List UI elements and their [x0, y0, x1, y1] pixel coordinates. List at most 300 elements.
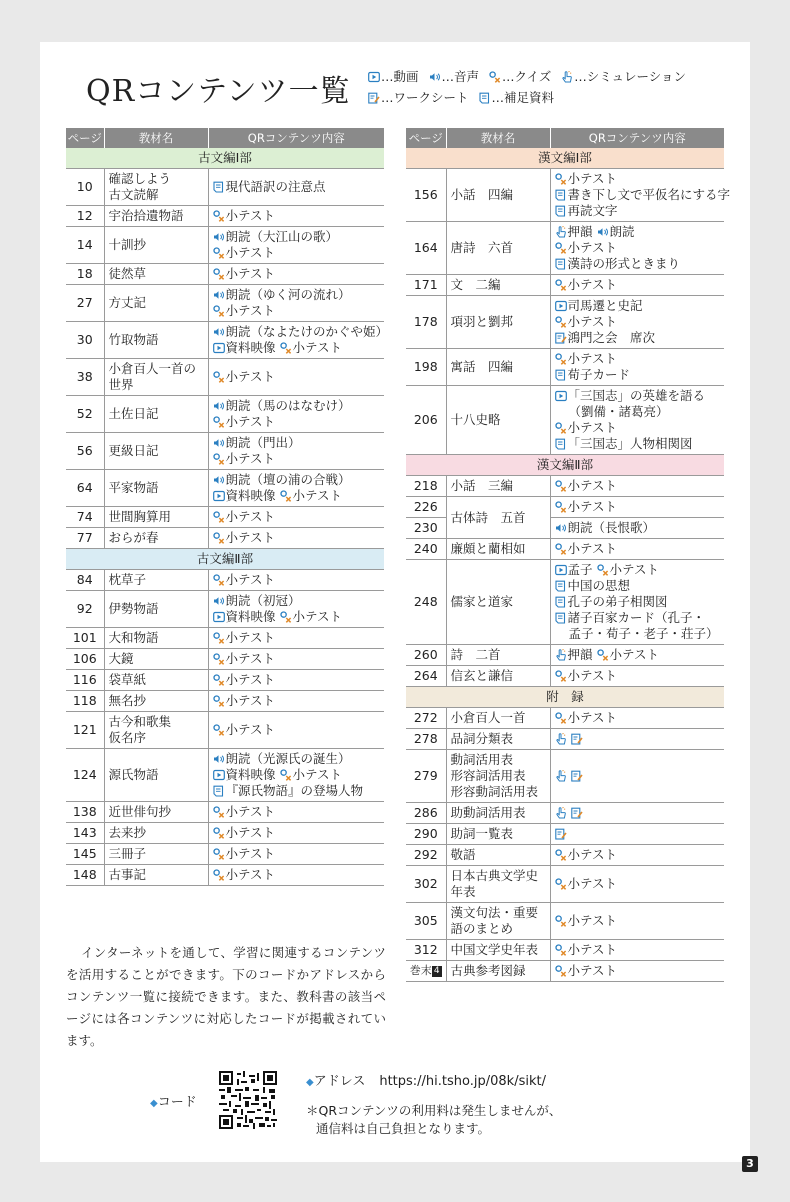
table-row — [66, 802, 384, 823]
page-cell: 92 — [66, 591, 104, 628]
title-cell: 十八史略 — [446, 386, 550, 455]
table-row — [66, 285, 384, 322]
quiz-icon — [597, 649, 609, 660]
table-row — [406, 750, 724, 803]
table-row — [66, 507, 384, 528]
table-row — [66, 591, 384, 628]
title-cell: 枕草子 — [104, 570, 208, 591]
page-cell: 292 — [406, 845, 446, 866]
content-cell — [208, 206, 384, 227]
worksheet-icon — [571, 733, 583, 744]
page-cell: 302 — [406, 866, 446, 903]
content-cell — [208, 285, 384, 322]
simulation-icon — [555, 649, 567, 660]
content-line: 朗読（長恨歌） — [555, 520, 721, 536]
content-line: 諸子百家カード（孔子・ — [555, 610, 721, 626]
content-line: 小テスト — [213, 846, 381, 862]
content-line: 小テスト — [213, 867, 381, 883]
table-row — [66, 396, 384, 433]
table-row — [66, 359, 384, 396]
content-cell — [550, 729, 724, 750]
title-cell: 寓話 四編 — [446, 349, 550, 386]
title-cell: 大鏡 — [104, 649, 208, 670]
qr-code[interactable] — [219, 1071, 277, 1129]
quiz-icon — [280, 611, 292, 622]
content-line: 小テスト — [213, 722, 381, 738]
content-line: 小テスト — [555, 277, 721, 293]
section-header: 附 録 — [406, 687, 724, 708]
title-cell: 袋草紙 — [104, 670, 208, 691]
page-cell: 156 — [406, 169, 446, 222]
content-line: 小テスト — [213, 630, 381, 646]
content-cell — [208, 570, 384, 591]
quiz-icon — [555, 543, 567, 554]
header-name: 教材名 — [104, 128, 208, 148]
quiz-icon — [213, 574, 225, 585]
content-line: 資料映像 小テスト — [213, 767, 381, 783]
content-line: 小テスト — [213, 414, 381, 430]
content-cell — [550, 169, 731, 222]
content-line: （劉備・諸葛亮） — [568, 404, 669, 419]
worksheet-icon — [571, 770, 583, 781]
content-cell — [208, 628, 384, 649]
content-line: 小テスト — [555, 847, 721, 863]
table-row — [66, 712, 384, 749]
title-cell: 動詞活用表 形容詞活用表 形容動詞活用表 — [446, 750, 550, 803]
content-line: 小テスト — [555, 240, 721, 256]
content-cell — [550, 666, 724, 687]
legend-item-quiz: …クイズ — [489, 69, 551, 84]
content-cell — [550, 750, 724, 803]
page-cell: 164 — [406, 222, 446, 275]
quiz-icon — [555, 501, 567, 512]
content-line: 小テスト — [213, 672, 381, 688]
table-row — [66, 322, 384, 359]
intro-note: インターネットを通して、学習に関連するコンテンツを活用することができます。下のコードかアドレスからコンテンツ一覧に接続できます。また、教科書の該当ページには各コンテンツに対応したコードが掲載されています。 — [66, 945, 386, 1048]
header-page: ページ — [406, 128, 446, 148]
content-line: 資料映像 小テスト — [213, 609, 381, 625]
content-line: 孟子 小テスト — [555, 562, 721, 578]
video-icon — [368, 71, 380, 82]
title-cell: 敬語 — [446, 845, 550, 866]
table-row — [406, 903, 724, 940]
document-icon — [555, 189, 567, 200]
content-cell — [208, 670, 384, 691]
video-icon — [555, 390, 567, 401]
content-line: 小テスト — [555, 171, 721, 187]
quiz-icon — [555, 279, 567, 290]
video-icon — [213, 490, 225, 501]
page-cell: 240 — [406, 539, 446, 560]
table-row — [66, 433, 384, 470]
quiz-icon — [555, 480, 567, 491]
worksheet-icon — [571, 807, 583, 818]
quiz-icon — [555, 965, 567, 976]
content-line: 小テスト — [213, 693, 381, 709]
quiz-icon — [555, 242, 567, 253]
title-cell: 小話 四編 — [446, 169, 550, 222]
content-line: 小テスト — [555, 710, 721, 726]
title-cell: 助詞一覧表 — [446, 824, 550, 845]
title-cell: 確認しよう 古文読解 — [104, 169, 208, 206]
quiz-icon — [555, 173, 567, 184]
table-row — [406, 940, 724, 961]
content-cell — [208, 528, 384, 549]
quiz-icon — [213, 653, 225, 664]
content-cell — [550, 824, 724, 845]
page-cell: 248 — [406, 560, 446, 645]
content-cell — [208, 712, 384, 749]
quiz-icon — [555, 944, 567, 955]
title-cell: おらが春 — [104, 528, 208, 549]
content-cell — [550, 349, 724, 386]
section-header: 古文編Ⅰ部 — [66, 148, 384, 169]
title-cell: 助動詞活用表 — [446, 803, 550, 824]
table-row — [406, 708, 724, 729]
content-cell — [550, 803, 724, 824]
worksheet-icon — [555, 332, 567, 343]
page-cell: 290 — [406, 824, 446, 845]
title-cell: 古体詩 五首 — [446, 497, 550, 539]
content-line: 小テスト — [555, 314, 721, 330]
title-cell: 無名抄 — [104, 691, 208, 712]
title-cell: 平家物語 — [104, 470, 208, 507]
content-cell — [208, 433, 384, 470]
content-line: 孟子・荀子・老子・荘子） — [568, 626, 719, 641]
content-line: 小テスト — [213, 509, 381, 525]
page-cell: 264 — [406, 666, 446, 687]
quiz-icon — [213, 632, 225, 643]
content-cell — [550, 708, 724, 729]
address-line: ◆アドレス https://hi.tsho.jp/08k/sikt/ — [306, 1074, 546, 1089]
quiz-icon — [555, 712, 567, 723]
title-cell: 世間胸算用 — [104, 507, 208, 528]
page-cell: 56 — [66, 433, 104, 470]
page-cell: 171 — [406, 275, 446, 296]
video-icon — [555, 300, 567, 311]
content-cell — [550, 386, 724, 455]
title-cell: 詩 二首 — [446, 645, 550, 666]
table-row — [406, 539, 724, 560]
quiz-icon — [213, 247, 225, 258]
quiz-icon — [213, 268, 225, 279]
content-line: 小テスト — [555, 420, 721, 436]
document-icon — [213, 181, 225, 192]
page-cell: 272 — [406, 708, 446, 729]
quiz-icon — [555, 915, 567, 926]
table-row — [66, 264, 384, 285]
page-cell: 143 — [66, 823, 104, 844]
quiz-icon — [280, 490, 292, 501]
page-cell: 226 — [406, 497, 446, 518]
content-line: 資料映像 小テスト — [213, 488, 381, 504]
content-cell — [208, 507, 384, 528]
quiz-icon — [213, 511, 225, 522]
simulation-icon — [555, 770, 567, 781]
page-cell: 77 — [66, 528, 104, 549]
header-content: QRコンテンツ内容 — [550, 128, 724, 148]
content-line: 中国の思想 — [555, 578, 721, 594]
content-line: 孔子の弟子相関図 — [555, 594, 721, 610]
page-cell: 230 — [406, 518, 446, 539]
table-row — [406, 666, 724, 687]
quiz-icon — [213, 695, 225, 706]
quiz-icon — [555, 878, 567, 889]
video-icon — [213, 611, 225, 622]
quiz-icon — [213, 806, 225, 817]
content-cell — [550, 476, 724, 497]
page-cell: 27 — [66, 285, 104, 322]
content-cell — [550, 940, 724, 961]
content-line: 朗読（大江山の歌） — [213, 229, 381, 245]
header-page: ページ — [66, 128, 104, 148]
quiz-icon — [213, 827, 225, 838]
content-line: 荀子カード — [555, 367, 721, 383]
content-line: 「三国志」の英雄を語る — [555, 388, 721, 404]
page-cell: 74 — [66, 507, 104, 528]
content-line — [555, 731, 721, 747]
content-line: 小テスト — [213, 825, 381, 841]
content-cell — [208, 802, 384, 823]
video-icon — [213, 769, 225, 780]
worksheet-icon — [555, 828, 567, 839]
audio-icon — [213, 595, 225, 606]
quiz-icon — [213, 371, 225, 382]
title-cell: 廉頗と藺相如 — [446, 539, 550, 560]
page-title: QRコンテンツ一覧 — [86, 74, 351, 109]
address-url[interactable]: https://hi.tsho.jp/08k/sikt/ — [379, 1074, 546, 1089]
legend-item-audio: …音声 — [429, 69, 480, 84]
simulation-icon — [561, 71, 573, 82]
content-line: 小テスト — [213, 369, 381, 385]
quiz-icon — [213, 532, 225, 543]
page-cell: 206 — [406, 386, 446, 455]
document-icon — [555, 369, 567, 380]
page-cell: 138 — [66, 802, 104, 823]
table-row — [66, 823, 384, 844]
title-cell: 源氏物語 — [104, 749, 208, 802]
table-row — [406, 497, 724, 518]
table-row — [66, 628, 384, 649]
document-icon — [213, 785, 225, 796]
page-cell: 116 — [66, 670, 104, 691]
content-line: 小テスト — [555, 541, 721, 557]
content-line: 朗読（初冠） — [213, 593, 381, 609]
document-icon — [479, 92, 491, 103]
content-cell — [208, 396, 384, 433]
page-cell: 52 — [66, 396, 104, 433]
table-row — [406, 222, 724, 275]
page-cell: 145 — [66, 844, 104, 865]
table-row — [406, 729, 724, 750]
content-line: 小テスト — [555, 351, 721, 367]
left-content-table — [66, 128, 389, 886]
table-row — [406, 169, 724, 222]
audio-icon — [213, 474, 225, 485]
document-icon — [555, 258, 567, 269]
diamond-icon: ◆ — [306, 1077, 314, 1088]
title-cell: 小話 三編 — [446, 476, 550, 497]
content-cell — [208, 844, 384, 865]
title-cell: 儒家と道家 — [446, 560, 550, 645]
table-row — [66, 169, 384, 206]
content-line: 資料映像 小テスト — [213, 340, 381, 356]
page-cell: 118 — [66, 691, 104, 712]
table-row — [66, 470, 384, 507]
simulation-icon — [555, 733, 567, 744]
page-cell: 巻末 4 — [406, 961, 446, 982]
title-cell: 大和物語 — [104, 628, 208, 649]
table-row — [406, 961, 724, 982]
content-line: 朗読（光源氏の誕生） — [213, 751, 381, 767]
audio-icon — [213, 289, 225, 300]
page-cell: 148 — [66, 865, 104, 886]
right-content-table — [406, 128, 731, 982]
page-cell: 278 — [406, 729, 446, 750]
content-cell — [208, 591, 384, 628]
content-line: 朗読（壇の浦の合戦） — [213, 472, 381, 488]
table-row — [406, 476, 724, 497]
legend-item-sheet: …ワークシート — [368, 90, 469, 105]
content-cell — [208, 865, 384, 886]
content-line — [555, 768, 721, 784]
audio-icon — [555, 522, 567, 533]
title-cell: 伊勢物語 — [104, 591, 208, 628]
quiz-icon — [213, 305, 225, 316]
icon-legend — [368, 66, 696, 108]
content-line: 朗読（馬のはなむけ） — [213, 398, 381, 414]
title-cell: 方丈記 — [104, 285, 208, 322]
document-icon — [555, 580, 567, 591]
content-cell — [208, 169, 384, 206]
table-row — [66, 670, 384, 691]
content-line: 書き下し文で平仮名にする字 — [555, 187, 721, 203]
page-cell: 279 — [406, 750, 446, 803]
quiz-icon — [213, 848, 225, 859]
content-cell — [208, 749, 384, 802]
legend-item-doc: …補足資料 — [479, 90, 555, 105]
audio-icon — [213, 753, 225, 764]
video-icon — [555, 564, 567, 575]
page-cell: 312 — [406, 940, 446, 961]
quiz-icon — [280, 769, 292, 780]
content-line: 朗読（なよたけのかぐや姫） — [213, 324, 381, 340]
title-cell: 土佐日記 — [104, 396, 208, 433]
quiz-icon — [555, 849, 567, 860]
page-cell: 101 — [66, 628, 104, 649]
content-line: 小テスト — [555, 668, 721, 684]
content-cell — [550, 497, 724, 518]
title-cell: 去来抄 — [104, 823, 208, 844]
title-cell: 更級日記 — [104, 433, 208, 470]
content-line: 鴻門之会 席次 — [555, 330, 721, 346]
content-cell — [208, 359, 384, 396]
content-cell — [550, 275, 724, 296]
content-line: 小テスト — [213, 303, 381, 319]
table-row — [66, 749, 384, 802]
header-name: 教材名 — [446, 128, 550, 148]
title-cell: 中国文学史年表 — [446, 940, 550, 961]
table-row — [66, 844, 384, 865]
quiz-icon — [555, 353, 567, 364]
content-line: 朗読（ゆく河の流れ） — [213, 287, 381, 303]
content-line: 押韻 小テスト — [555, 647, 721, 663]
content-line: 小テスト — [213, 651, 381, 667]
content-cell — [550, 539, 724, 560]
quiz-icon — [213, 724, 225, 735]
quiz-icon — [213, 674, 225, 685]
audio-icon — [429, 71, 441, 82]
content-line: 朗読（門出） — [213, 435, 381, 451]
content-line: 小テスト — [555, 499, 721, 515]
content-line: 司馬遷と史記 — [555, 298, 721, 314]
quiz-icon — [597, 564, 609, 575]
table-row — [406, 296, 724, 349]
table-row — [406, 845, 724, 866]
title-cell: 近世俳句抄 — [104, 802, 208, 823]
page-cell: 12 — [66, 206, 104, 227]
page-cell: 198 — [406, 349, 446, 386]
content-cell — [550, 866, 724, 903]
content-line: 小テスト — [555, 876, 721, 892]
page-cell: 260 — [406, 645, 446, 666]
title-cell: 日本古典文学史 年表 — [446, 866, 550, 903]
quiz-icon — [280, 342, 292, 353]
title-cell: 古典参考図録 — [446, 961, 550, 982]
code-label: ◆コード — [150, 1095, 197, 1110]
table-row — [406, 803, 724, 824]
content-line: 再読文字 — [555, 203, 721, 219]
content-cell — [208, 322, 389, 359]
document-icon — [555, 612, 567, 623]
document-icon — [555, 205, 567, 216]
content-line: 漢詩の形式ときまり — [555, 256, 721, 272]
page-cell: 10 — [66, 169, 104, 206]
table-row — [406, 275, 724, 296]
content-line: 『源氏物語』の登場人物 — [213, 783, 381, 799]
table-row — [406, 560, 724, 645]
simulation-icon — [555, 226, 567, 237]
audio-icon — [213, 231, 225, 242]
content-line: 小テスト — [555, 913, 721, 929]
title-cell: 古今和歌集 仮名序 — [104, 712, 208, 749]
content-line: 小テスト — [213, 530, 381, 546]
content-cell — [550, 222, 724, 275]
quiz-icon — [555, 316, 567, 327]
page-cell: 218 — [406, 476, 446, 497]
content-cell — [550, 645, 724, 666]
quiz-icon — [213, 416, 225, 427]
title-cell: 三冊子 — [104, 844, 208, 865]
title-cell: 宇治拾遺物語 — [104, 206, 208, 227]
table-row — [66, 691, 384, 712]
content-line: 小テスト — [213, 572, 381, 588]
audio-icon — [213, 326, 225, 337]
content-cell — [550, 845, 724, 866]
diamond-icon: ◆ — [150, 1098, 158, 1109]
title-cell: 小倉百人一首の 世界 — [104, 359, 208, 396]
page-cell: 64 — [66, 470, 104, 507]
title-cell: 項羽と劉邦 — [446, 296, 550, 349]
worksheet-icon — [368, 92, 380, 103]
table-row — [66, 865, 384, 886]
content-line: 小テスト — [555, 478, 721, 494]
audio-icon — [597, 226, 609, 237]
content-line: 小テスト — [213, 451, 381, 467]
content-line — [555, 826, 721, 842]
content-cell — [208, 649, 384, 670]
content-line: 小テスト — [555, 963, 721, 979]
